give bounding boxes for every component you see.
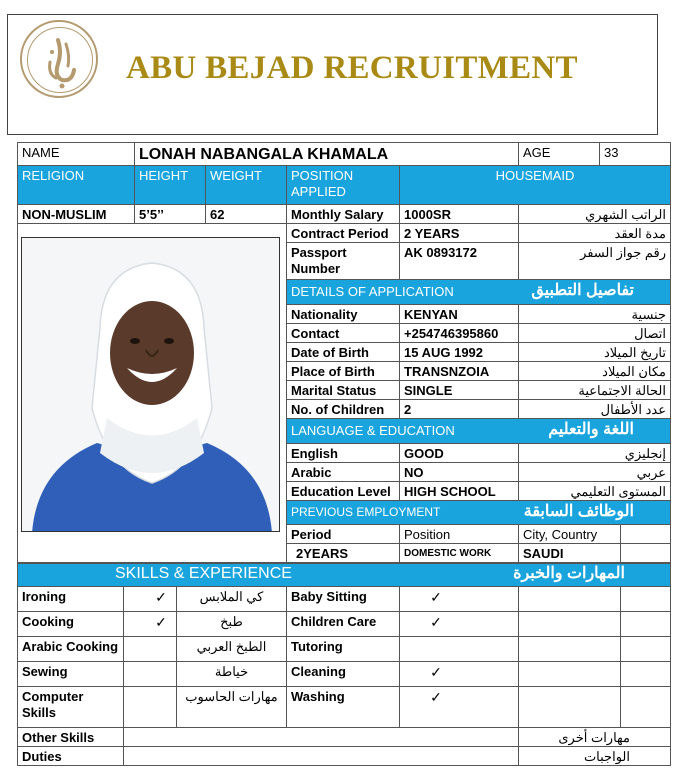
skill-blank-cell — [518, 636, 621, 662]
skill-blank-cell-2 — [620, 661, 671, 687]
age-label: AGE — [518, 142, 600, 166]
details-row-label: Place of Birth — [286, 361, 400, 381]
passport-value: AK 0893172 — [399, 242, 519, 280]
employment-position-label: Position — [399, 524, 519, 544]
height-value: 5’5’’ — [134, 204, 206, 224]
details-row-label-ar: عدد الأطفال — [518, 399, 671, 419]
employment-heading-ar: الوظائف السابقة — [523, 503, 634, 520]
skill-check: ✓ — [123, 586, 177, 612]
skill-check-right: ✓ — [399, 686, 519, 728]
details-row-value: 15 AUG 1992 — [399, 342, 519, 362]
language-section-header — [286, 418, 671, 444]
salary-label-ar: الراتب الشهري — [518, 204, 671, 224]
skill-blank-cell-2 — [620, 636, 671, 662]
skill-label: Ironing — [17, 586, 124, 612]
details-row-value: KENYAN — [399, 304, 519, 324]
details-row-label: No. of Children — [286, 399, 400, 419]
skills-section-header — [17, 563, 671, 587]
details-row-label: Marital Status — [286, 380, 400, 400]
position-applied-label: POSITION APPLIED — [286, 165, 400, 205]
details-heading-ar: تفاصيل التطبيق — [531, 282, 634, 299]
skill-check-right: ✓ — [399, 611, 519, 637]
skill-check-right: ✓ — [399, 586, 519, 612]
employment-period-value: 2YEARS — [286, 543, 400, 563]
skill-label-right: Cleaning — [286, 661, 400, 687]
passport-label: Passport Number — [286, 242, 400, 280]
other-skills-label-ar: مهارات أخرى — [518, 727, 671, 747]
skill-label-right: Children Care — [286, 611, 400, 637]
skill-check — [123, 661, 177, 687]
employment-heading: PREVIOUS EMPLOYMENT — [291, 505, 441, 519]
language-row-value: NO — [399, 462, 519, 482]
salary-value: 1000SR — [399, 204, 519, 224]
skill-label-right: Tutoring — [286, 636, 400, 662]
company-name: ABU BEJAD RECRUITMENT — [126, 50, 578, 86]
skill-check — [123, 636, 177, 662]
passport-label-ar: رقم جواز السفر — [518, 242, 671, 280]
candidate-photo — [21, 237, 280, 532]
details-heading: DETAILS OF APPLICATION — [291, 284, 454, 299]
details-section-header — [286, 279, 671, 305]
details-row-label-ar: الحالة الاجتماعية — [518, 380, 671, 400]
skill-label-right: Baby Sitting — [286, 586, 400, 612]
language-row-label: Arabic — [286, 462, 400, 482]
skill-label: Computer Skills — [17, 686, 124, 728]
candidate-name: LONAH NABANGALA KHAMALA — [134, 142, 519, 166]
religion-value: NON-MUSLIM — [17, 204, 135, 224]
contract-period-label-ar: مدة العقد — [518, 223, 671, 243]
company-logo — [20, 20, 98, 98]
duties-label-ar: الواجبات — [518, 746, 671, 766]
candidate-age: 33 — [599, 142, 671, 166]
name-label: NAME — [17, 142, 135, 166]
language-row-label-ar: المستوى التعليمي — [518, 481, 671, 501]
details-row-value: +254746395860 — [399, 323, 519, 343]
height-label: HEIGHT — [134, 165, 206, 205]
employment-section-header — [286, 500, 671, 525]
skill-blank-cell — [518, 661, 621, 687]
skill-label: Cooking — [17, 611, 124, 637]
skill-blank-cell-2 — [620, 611, 671, 637]
duties-value — [123, 746, 519, 766]
skill-blank-cell-2 — [620, 686, 671, 728]
language-row-label: English — [286, 443, 400, 463]
skill-blank-cell-2 — [620, 586, 671, 612]
employment-blank-cell — [620, 524, 671, 544]
skill-blank-cell — [518, 586, 621, 612]
details-row-label-ar: جنسية — [518, 304, 671, 324]
language-heading-ar: اللغة والتعليم — [548, 421, 634, 438]
details-row-label: Date of Birth — [286, 342, 400, 362]
details-row-value: 2 — [399, 399, 519, 419]
details-row-value: TRANSNZOIA — [399, 361, 519, 381]
details-row-label-ar: اتصال — [518, 323, 671, 343]
duties-label: Duties — [17, 746, 124, 766]
skills-heading: SKILLS & EXPERIENCE — [115, 565, 292, 582]
skill-label: Arabic Cooking — [17, 636, 124, 662]
language-row-label: Education Level — [286, 481, 400, 501]
skill-check: ✓ — [123, 611, 177, 637]
skill-check-right — [399, 636, 519, 662]
skill-label-ar: طبخ — [176, 611, 287, 637]
skill-label-ar: الطبخ العربي — [176, 636, 287, 662]
skill-label-ar: كي الملابس — [176, 586, 287, 612]
employment-blank-cell-2 — [620, 543, 671, 563]
skill-label-ar: مهارات الحاسوب — [176, 686, 287, 728]
details-row-label: Contact — [286, 323, 400, 343]
language-row-label-ar: إنجليزي — [518, 443, 671, 463]
religion-label: RELIGION — [17, 165, 135, 205]
calligraphy-logo-icon — [22, 22, 100, 100]
skill-check — [123, 686, 177, 728]
details-row-label-ar: تاريخ الميلاد — [518, 342, 671, 362]
employment-location-value: SAUDI — [518, 543, 621, 563]
other-skills-value — [123, 727, 519, 747]
weight-value: 62 — [205, 204, 287, 224]
contract-period-label: Contract Period — [286, 223, 400, 243]
language-row-label-ar: عربي — [518, 462, 671, 482]
candidate-portrait-icon — [22, 238, 280, 532]
salary-label: Monthly Salary — [286, 204, 400, 224]
language-row-value: GOOD — [399, 443, 519, 463]
employment-period-label: Period — [286, 524, 400, 544]
language-heading: LANGUAGE & EDUCATION — [291, 423, 455, 438]
employment-position-value: DOMESTIC WORK — [399, 543, 519, 563]
details-row-value: SINGLE — [399, 380, 519, 400]
skill-label-ar: خياطة — [176, 661, 287, 687]
skills-heading-ar: المهارات والخبرة — [513, 565, 625, 582]
skill-label-right: Washing — [286, 686, 400, 728]
weight-label: WEIGHT — [205, 165, 287, 205]
skill-label: Sewing — [17, 661, 124, 687]
position-applied-value: HOUSEMAID — [399, 165, 671, 205]
details-row-label-ar: مكان الميلاد — [518, 361, 671, 381]
language-row-value: HIGH SCHOOL — [399, 481, 519, 501]
details-row-label: Nationality — [286, 304, 400, 324]
skill-blank-cell — [518, 686, 621, 728]
skill-check-right: ✓ — [399, 661, 519, 687]
skill-blank-cell — [518, 611, 621, 637]
employment-location-label: City, Country — [518, 524, 621, 544]
other-skills-label: Other Skills — [17, 727, 124, 747]
contract-period-value: 2 YEARS — [399, 223, 519, 243]
